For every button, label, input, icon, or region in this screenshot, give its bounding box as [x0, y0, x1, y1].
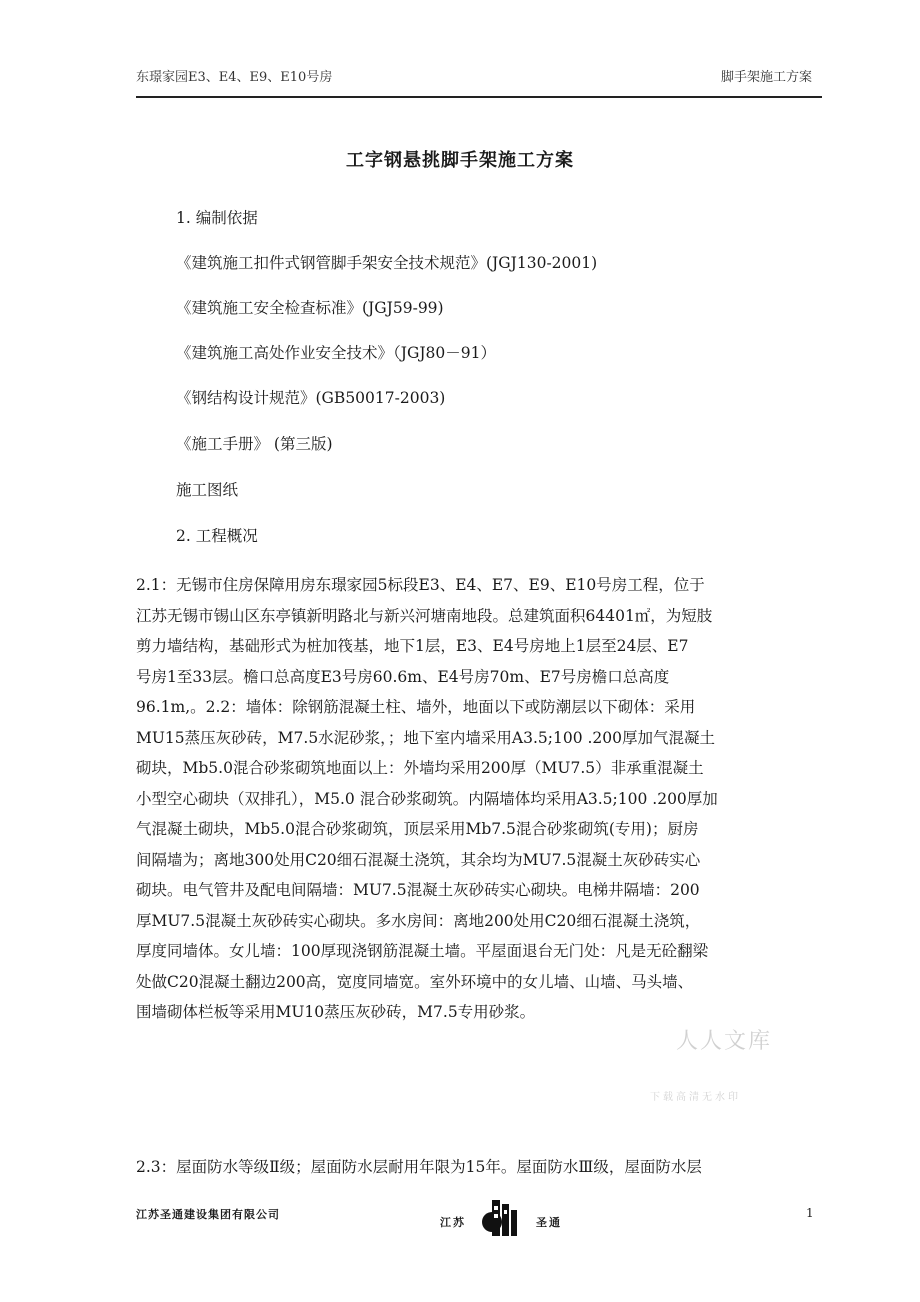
company-logo — [440, 1196, 580, 1240]
reference-item: 《建筑施工扣件式钢管脚手架安全技术规范》(JGJ130-2001) — [176, 254, 598, 272]
paragraph-line: 96.1m,。2.2：墙体：除钢筋混凝土柱、墙外，地面以下或防潮层以下砌体：采用 — [136, 698, 696, 716]
section2-heading: 2. 工程概况 — [176, 527, 258, 545]
building-logo-icon — [478, 1196, 522, 1240]
paragraph-line: 砌块。电气管井及配电间隔墙：MU7.5混凝土灰砂砖实心砌块。电梯井隔墙：200 — [136, 881, 700, 899]
paragraph-line: 号房1至33层。檐口总高度E3号房60.6m、E4号房70m、E7号房檐口总高度 — [136, 667, 670, 686]
reference-item: 《建筑施工安全检查标准》(JGJ59-99) — [176, 299, 444, 317]
footer-company-name: 江苏圣通建设集团有限公司 — [136, 1208, 280, 1221]
paragraph-line: 围墙砌体栏板等采用MU10蒸压灰砂砖，M7.5专用砂浆。 — [136, 1003, 536, 1021]
paragraph-project-overview — [136, 570, 826, 1028]
paragraph-line: 间隔墙为；离地300处用C20细石混凝土浇筑，其余均为MU7.5混凝土灰砂砖实心 — [136, 850, 701, 869]
paragraph-line: MU15蒸压灰砂砖，M7.5水泥砂浆，；地下室内墙采用A3.5;100 .200厚加气混凝土 — [136, 728, 716, 747]
paragraph-line: 气混凝土砌块，Mb5.0混合砂浆砌筑，顶层采用Mb7.5混合砂浆砌筑(专用)；厨房 — [136, 820, 699, 838]
reference-item: 《建筑施工高处作业安全技术》（JGJ80－91） — [176, 344, 497, 362]
paragraph-line: 2.3：屋面防水等级Ⅱ级；屋面防水层耐用年限为15年。屋面防水Ⅲ级，屋面防水层 — [136, 1158, 702, 1176]
paragraph-line: 砌块，Mb5.0混合砂浆砌筑地面以上：外墙均采用200厚（MU7.5）非承重混凝土 — [136, 759, 704, 777]
header-left-text: 东璟家园E3、E4、E9、E10号房 — [136, 70, 333, 85]
paragraph-line: 剪力墙结构，基础形式为桩加筏基，地下1层，E3、E4号房地上1层至24层、E7 — [136, 637, 689, 655]
watermark-title: 人人文库 — [676, 1029, 773, 1054]
paragraph-line: 厚度同墙体。女儿墙：100厚现浇钢筋混凝土墙。平屋面退台无门处：凡是无砼翻梁 — [136, 942, 709, 960]
document-title: 工字钢悬挑脚手架施工方案 — [346, 150, 574, 171]
paragraph-roof-waterproofing — [136, 1152, 826, 1183]
paragraph-line: 厚MU7.5混凝土灰砂砖实心砌块。多水房间：离地200处用C20细石混凝土浇筑， — [136, 911, 701, 930]
section1-heading: 1. 编制依据 — [176, 209, 258, 227]
reference-item: 《钢结构设计规范》(GB50017-2003) — [176, 389, 446, 407]
logo-text-left: 江苏 — [440, 1216, 466, 1229]
paragraph-line: 处做C20混凝土翻边200高，宽度同墙宽。室外环境中的女儿墙、山墙、马头墙、 — [136, 972, 694, 991]
watermark-subtitle: 下载高清无水印 — [650, 1092, 741, 1103]
page-number: 1 — [806, 1206, 814, 1220]
logo-text-right: 圣通 — [536, 1216, 562, 1229]
paragraph-line: 2.1：无锡市住房保障用房东璟家园5标段E3、E4、E7、E9、E10号房工程，位于 — [136, 576, 705, 594]
paragraph-line: 小型空心砌块（双排孔），M5.0 混合砂浆砌筑。内隔墙体均采用A3.5;100 .200厚加 — [136, 789, 718, 808]
paragraph-line: 江苏无锡市锡山区东亭镇新明路北与新兴河塘南地段。总建筑面积64401㎡，为短肢 — [136, 606, 713, 625]
header-right-text: 脚手架施工方案 — [720, 70, 812, 85]
reference-item: 施工图纸 — [176, 481, 239, 499]
reference-item: 《施工手册》 (第三版) — [176, 435, 333, 453]
watermark — [628, 1024, 788, 1104]
header-divider — [136, 96, 822, 98]
